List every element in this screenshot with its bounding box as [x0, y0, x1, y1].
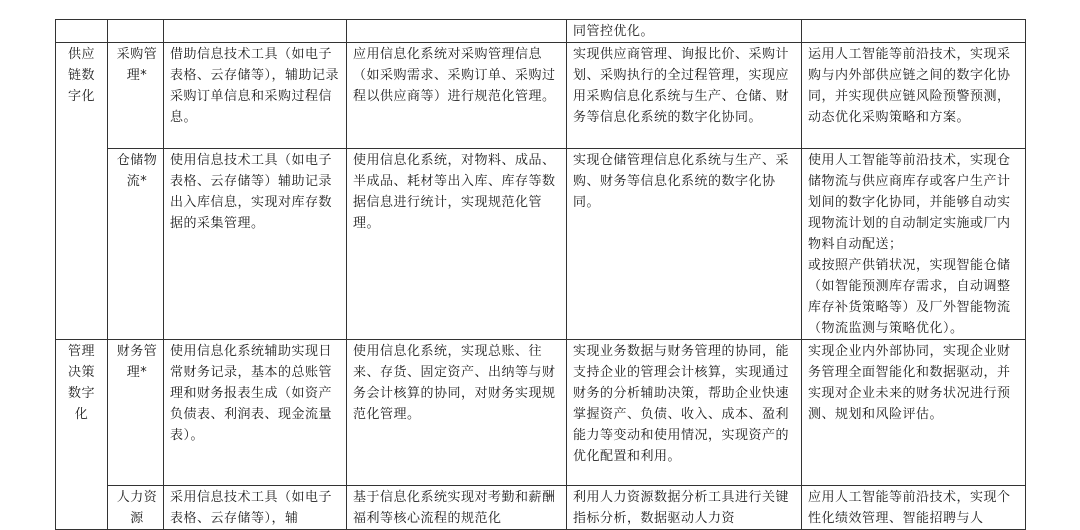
level-2-cell [347, 43, 567, 149]
subcategory-cell [108, 486, 164, 530]
level-1-text: 使用信息技术工具（如电子表格、云存储等）辅助记录出入库信息，实现对库存数据的采集管理。 [170, 153, 333, 231]
subcategory-label-procurement: 采购管理* [116, 47, 158, 83]
level-3-cell [567, 20, 802, 43]
level-2-text: 基于信息化系统实现对考勤和薪酬福利等核心流程的规范化 [353, 490, 556, 526]
subcategory-cell [108, 43, 164, 149]
category-cell [56, 20, 108, 43]
category-label-supply-chain: 供应链数字化 [67, 47, 95, 104]
category-cell [56, 340, 108, 530]
level-4-cell [802, 340, 1026, 486]
subcategory-label-warehousing: 仓储物流* [116, 153, 158, 189]
level-1-cell [164, 20, 347, 43]
level-2-text: 使用信息化系统，对物料、成品、半成品、耗材等出入库、库存等数据信息进行统计，实现规范化管理。 [353, 153, 556, 231]
level-3-text: 实现仓储管理信息化系统与生产、采购、财务等信息化系统的数字化协同。 [573, 153, 790, 210]
level-1-cell [164, 486, 347, 530]
level-2-text: 应用信息化系统对采购管理信息（如采购需求、采购订单、采购过程以供应商等）进行规范化管理。 [353, 47, 556, 104]
level-2-cell [347, 340, 567, 486]
subcategory-label-hr: 人力资源 [116, 490, 158, 526]
table-row [56, 340, 1026, 486]
level-1-text: 采用信息技术工具（如电子表格、云存储等），辅 [170, 490, 333, 526]
category-cell [56, 43, 108, 340]
level-3-text: 实现供应商管理、询报比价、采购计划、采购执行的全过程管理，实现应用采购信息化系统与生产、仓储、财务等信息化系统的数字化协同。 [573, 47, 790, 125]
level-3-text: 利用人力资源数据分析工具进行关键指标分析，数据驱动人力资 [573, 490, 790, 526]
table-row [56, 43, 1026, 149]
subcategory-cell [108, 340, 164, 486]
level-3-cell [567, 340, 802, 486]
level-3-text: 同管控优化。 [573, 24, 655, 39]
level-1-cell [164, 43, 347, 149]
level-2-cell [347, 486, 567, 530]
level-1-text: 借助信息技术工具（如电子表格、云存储等），辅助记录采购订单信息和采购过程信息。 [170, 47, 340, 125]
category-label-management: 管理决策数字化 [67, 344, 95, 422]
table-row [56, 20, 1026, 43]
level-1-text: 使用信息化系统辅助实现日常财务记录，基本的总账管理和财务报表生成（如资产负债表、利润表、现金流量表）。 [170, 344, 333, 443]
subcategory-cell [108, 20, 164, 43]
subcategory-label-finance: 财务管理* [116, 344, 158, 380]
level-4-text: 实现企业内外部协同，实现企业财务管理全面智能化和数据驱动，并实现对企业未来的财务状况进行预测、规划和风险评估。 [808, 344, 1011, 422]
level-4-cell [802, 486, 1026, 530]
level-2-cell [347, 149, 567, 340]
level-3-text: 实现业务数据与财务管理的协同，能支持企业的管理会计核算，实现通过财务的分析辅助决策，帮助企业快速掌握资产、负债、收入、成本、盈利能力等变动和使用情况，实现资产的优化配置和利用。 [573, 344, 790, 464]
level-1-cell [164, 340, 347, 486]
capability-table [55, 19, 1026, 530]
level-2-text: 使用信息化系统，实现总账、往来、存货、固定资产、出纳等与财务会计核算的协同，对财务实现规范化管理。 [353, 344, 556, 422]
level-3-cell [567, 43, 802, 149]
subcategory-cell [108, 149, 164, 340]
level-3-cell [567, 486, 802, 530]
table-row [56, 149, 1026, 340]
level-4-text: 运用人工智能等前沿技术，实现采购与内外部供应链之间的数字化协同，并实现供应链风险预警预测，动态优化采购策略和方案。 [808, 47, 1011, 125]
level-4-cell [802, 43, 1026, 149]
level-3-cell [567, 149, 802, 340]
level-4-text: 使用人工智能等前沿技术，实现仓储物流与供应商库存或客户生产计划间的数字化协同，并能够自动实现物流计划的自动制定实施或厂内物料自动配送； 或按照产供销状况，实现智能仓储（如智能预测库存需求，自动调整库存补货策略等）及厂外智能物流（物流监测与策略优化）。 [808, 153, 1011, 336]
table-row [56, 486, 1026, 530]
level-2-cell [347, 20, 567, 43]
level-1-cell [164, 149, 347, 340]
level-4-text: 应用人工智能等前沿技术，实现个性化绩效管理、智能招聘与人 [808, 490, 1011, 526]
level-4-cell [802, 20, 1026, 43]
level-4-cell [802, 149, 1026, 340]
